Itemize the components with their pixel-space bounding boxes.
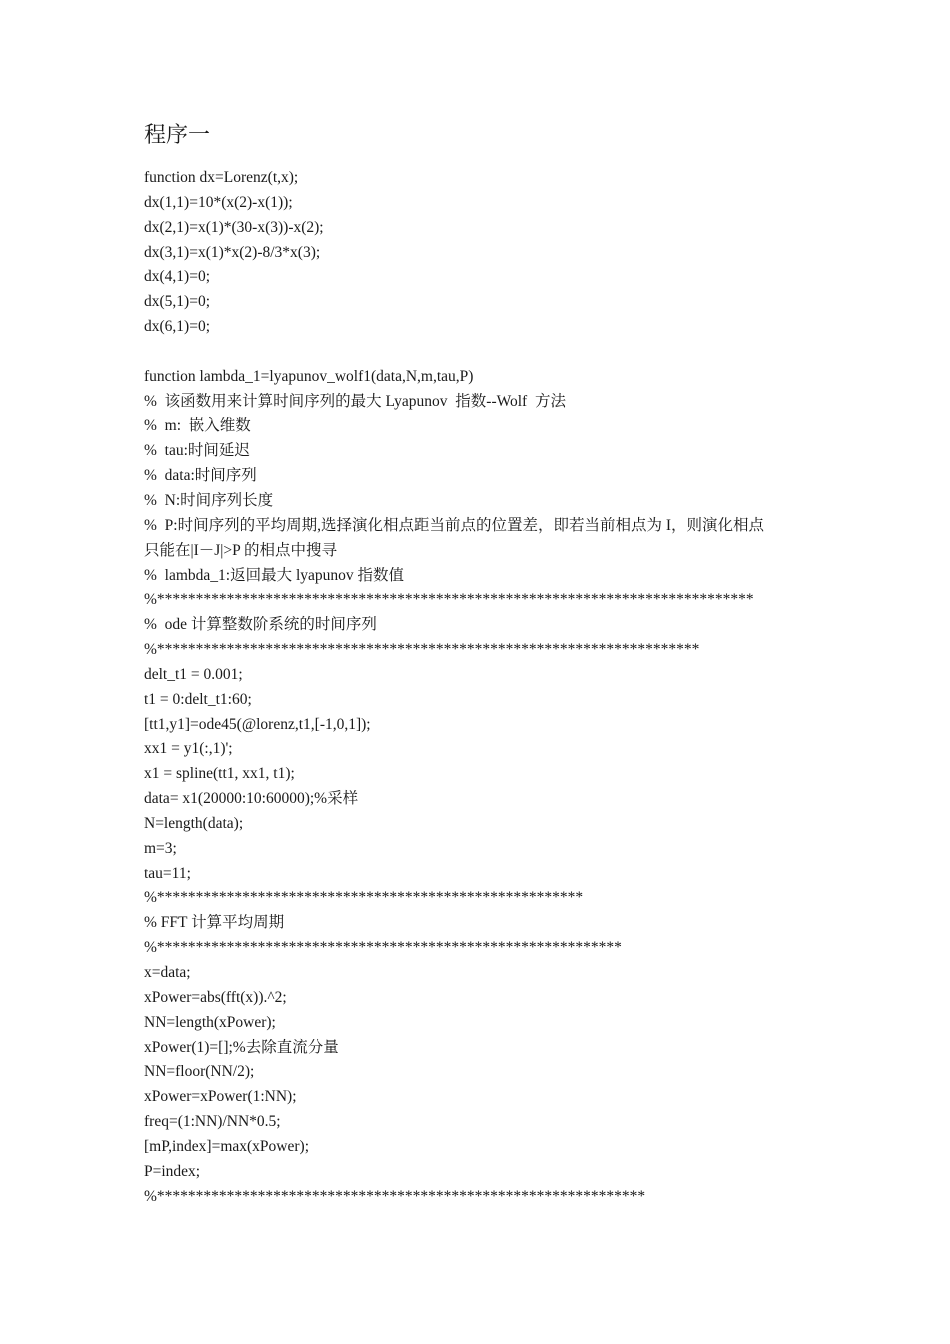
code-line: 只能在|I－J|>P 的相点中搜寻 — [144, 541, 338, 559]
code-line: data= x1(20000:10:60000);%采样 — [144, 790, 359, 808]
code-line: NN=length(xPower); — [144, 1013, 276, 1031]
code-line: dx(5,1)=0; — [144, 293, 210, 311]
code-line: dx(3,1)=x(1)*x(2)-8/3*x(3); — [144, 243, 321, 261]
code-line: NN=floor(NN/2); — [144, 1063, 255, 1081]
code-line: % P:时间序列的平均周期,选择演化相点距当前点的位置差，即若当前相点为 I，则演化相点 — [144, 516, 765, 534]
code-line: % tau:时间延迟 — [144, 442, 250, 460]
code-line: % lambda_1:返回最大 lyapunov 指数值 — [144, 566, 405, 584]
code-line: [mP,index]=max(xPower); — [144, 1137, 310, 1155]
code-line: m=3; — [144, 839, 177, 857]
code-line: tau=11; — [144, 864, 191, 882]
code-line: % 该函数用来计算时间序列的最大 Lyapunov 指数--Wolf 方法 — [144, 392, 566, 410]
code-listing — [144, 166, 824, 1209]
code-line: dx(6,1)=0; — [144, 318, 210, 336]
code-line: freq=(1:NN)/NN*0.5; — [144, 1113, 281, 1131]
code-line: % N:时间序列长度 — [144, 491, 274, 509]
code-line: N=length(data); — [144, 814, 244, 832]
code-line: dx(4,1)=0; — [144, 268, 210, 286]
code-line: P=index; — [144, 1162, 201, 1180]
code-line: xx1 = y1(:,1)'; — [144, 740, 233, 758]
code-line: x1 = spline(tt1, xx1, t1); — [144, 765, 295, 783]
code-line: delt_t1 = 0.001; — [144, 665, 243, 683]
code-line: % m: 嵌入维数 — [144, 417, 251, 435]
code-line: % ode 计算整数阶系统的时间序列 — [144, 616, 377, 634]
code-line: % FFT 计算平均周期 — [144, 914, 285, 932]
code-line: x=data; — [144, 964, 191, 981]
code-line: xPower=xPower(1:NN); — [144, 1088, 297, 1106]
code-line: function dx=Lorenz(t,x); — [144, 169, 299, 186]
code-line: xPower(1)=[];%去除直流分量 — [144, 1038, 339, 1056]
code-line: %******************************************************* — [144, 889, 584, 907]
code-line: dx(2,1)=x(1)*(30-x(3))-x(2); — [144, 218, 324, 236]
code-line: t1 = 0:delt_t1:60; — [144, 690, 252, 708]
code-line: [tt1,y1]=ode45(@lorenz,t1,[-1,0,1]); — [144, 715, 371, 733]
code-line: function lambda_1=lyapunov_wolf1(data,N,m,tau,P) — [144, 367, 474, 385]
code-line: %************************************************************ — [144, 939, 622, 957]
code-line: dx(1,1)=10*(x(2)-x(1)); — [144, 193, 293, 211]
code-line: %********************************************************************** — [144, 641, 700, 659]
document-title: 程序一 — [144, 122, 211, 147]
code-line — [144, 340, 824, 365]
code-line: % data:时间序列 — [144, 467, 257, 485]
code-line: %*************************************************************** — [144, 1187, 646, 1205]
code-line: %***************************************************************************** — [144, 591, 754, 609]
code-line: xPower=abs(fft(x)).^2; — [144, 988, 287, 1006]
